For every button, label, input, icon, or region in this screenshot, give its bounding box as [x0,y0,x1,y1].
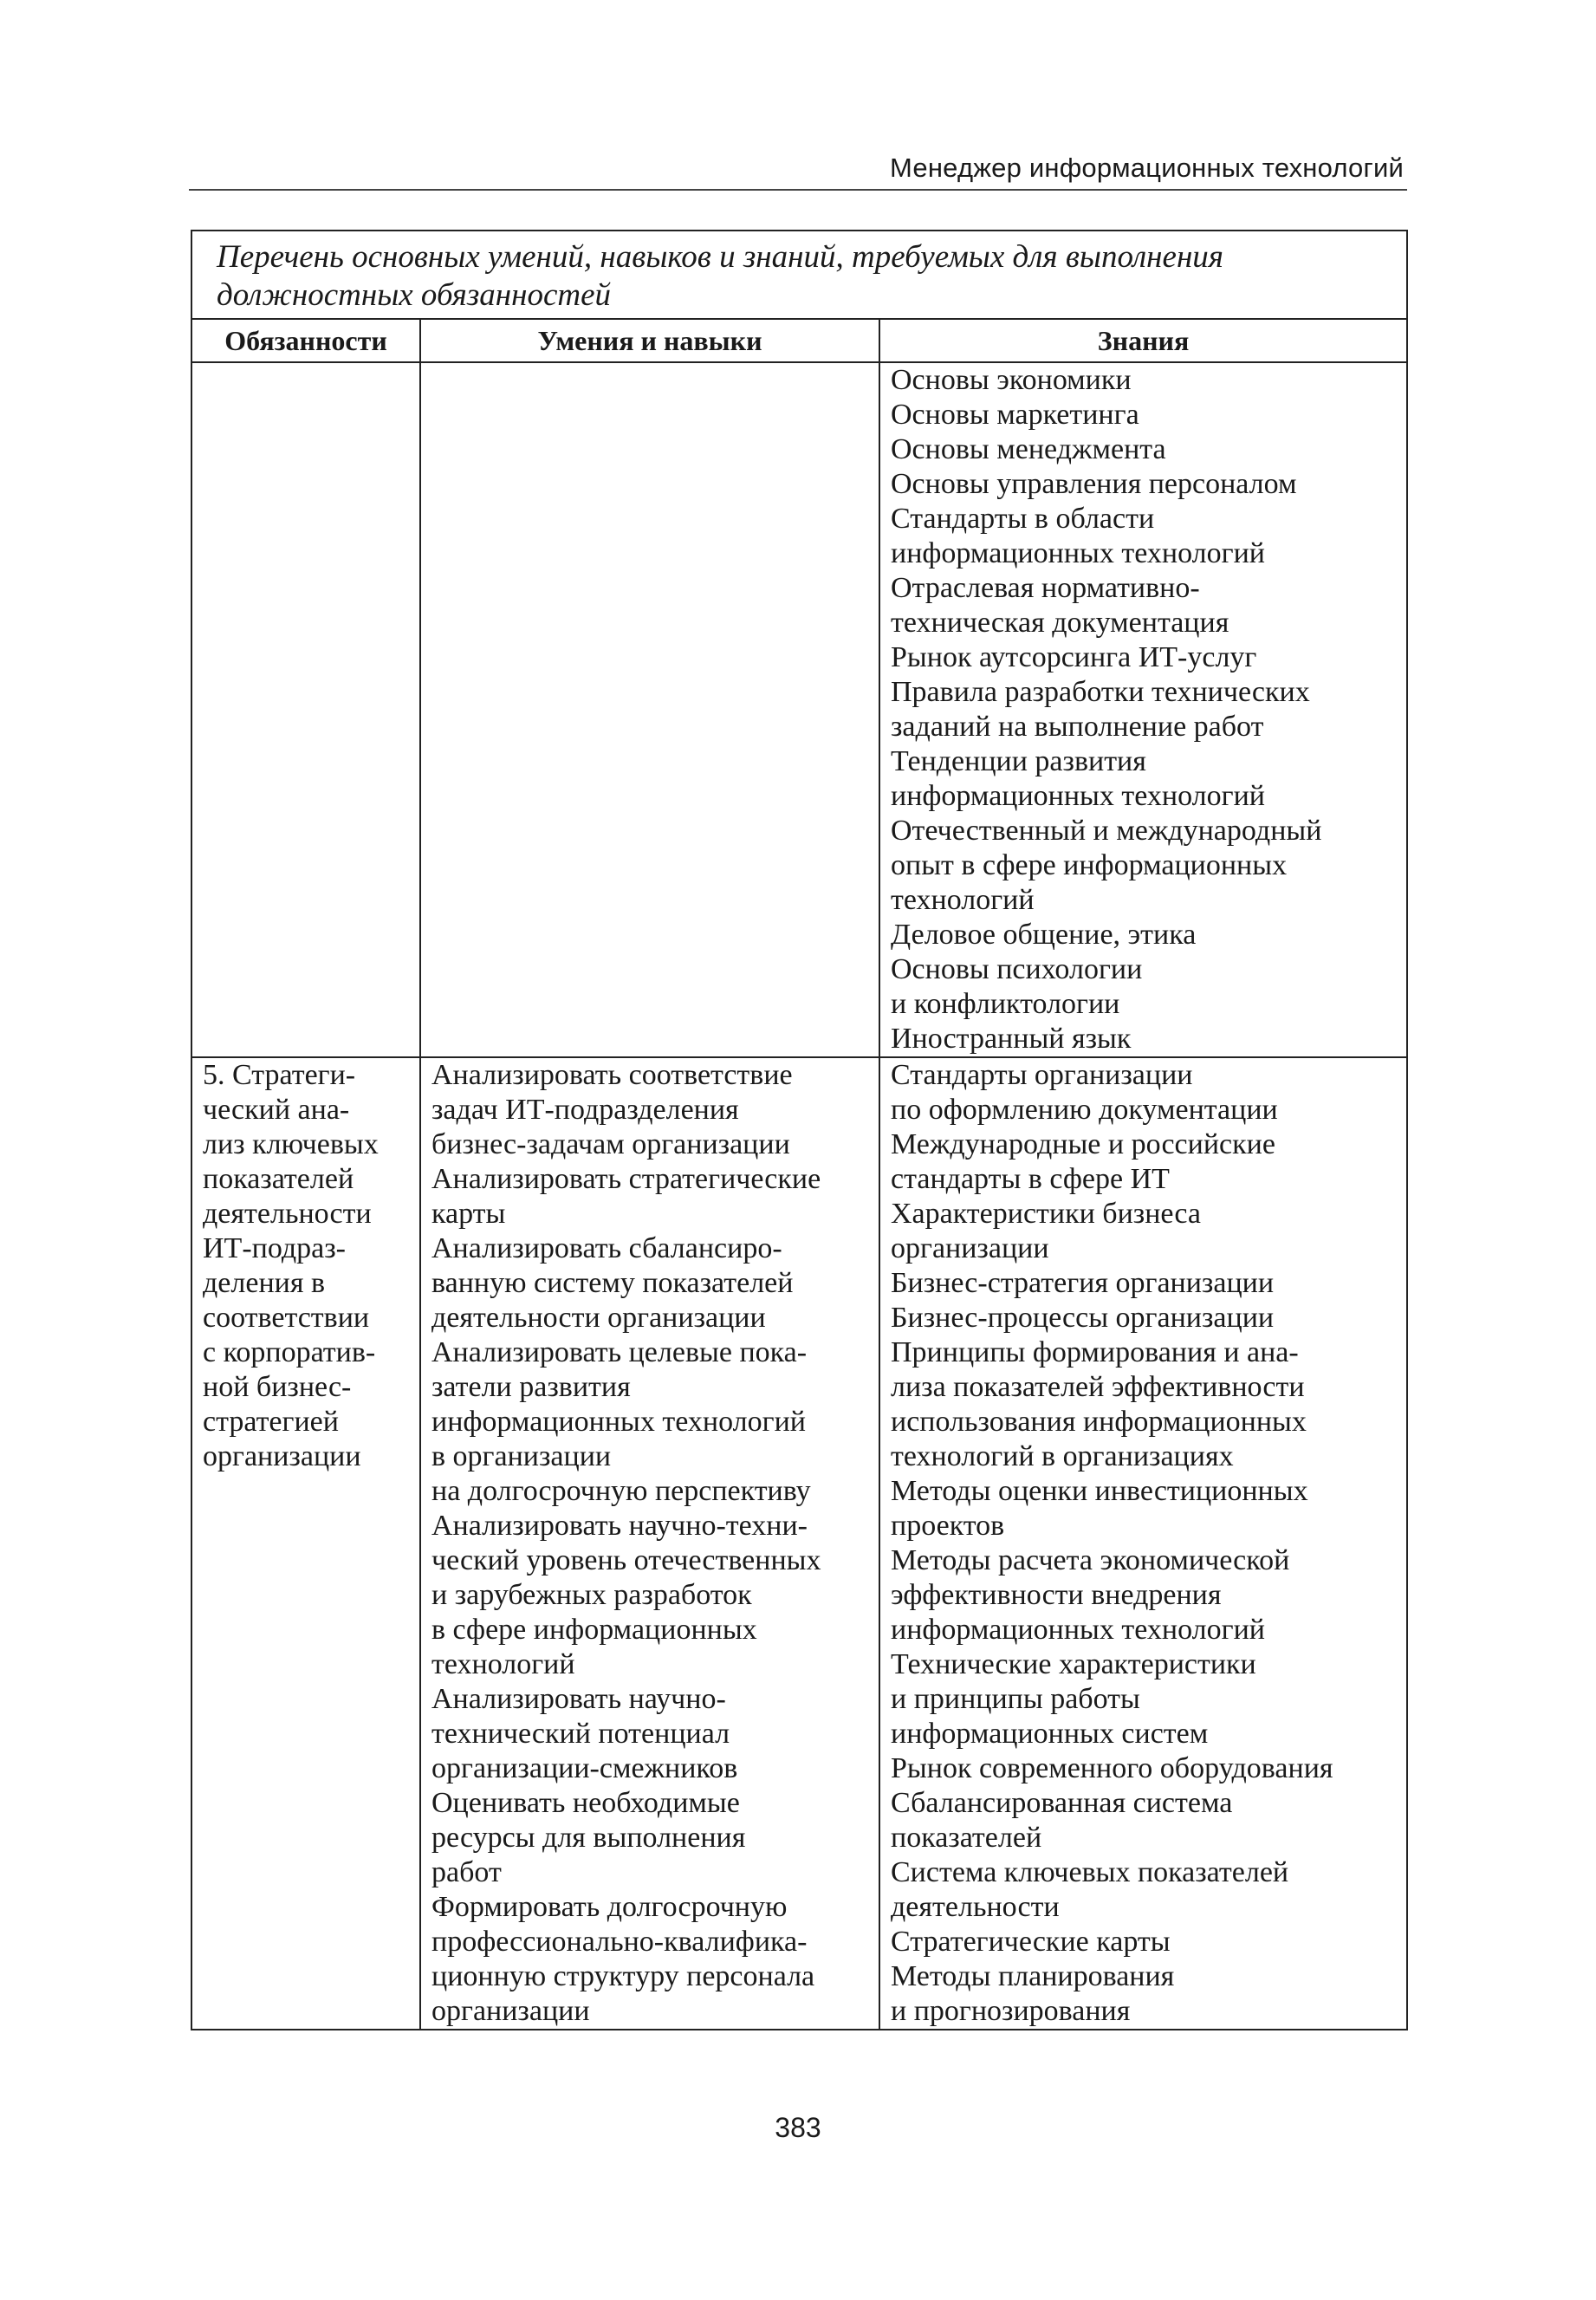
knowledge-line: и конфликтологии [891,988,1120,1020]
skills-line: технологий [431,1648,575,1680]
skills-line: деятельности организации [431,1302,766,1334]
knowledge-line: Методы планирования [891,1960,1175,1992]
duty-line: показателей [203,1163,354,1195]
knowledge-line: Стандарты в области [891,503,1155,535]
skills-line: бизнес-задачам организации [431,1128,790,1160]
skills-line: ресурсы для выполнения [431,1822,746,1854]
knowledge-line: Основы управления персоналом [891,468,1297,500]
duty-line: деятельности [203,1198,372,1230]
knowledge-line: информационных технологий [891,537,1265,569]
knowledge-line: и принципы работы [891,1683,1140,1715]
duty-cell [191,362,420,1057]
skills-line: затели развития [431,1371,631,1403]
skills-line: технический потенциал [431,1718,730,1750]
page-number: 383 [775,2112,821,2143]
knowledge-line: опыт в сфере информационных [891,849,1288,881]
skills-line: ческий уровень отечественных [431,1544,821,1576]
duty-line: ческий ана- [203,1094,350,1126]
duty-line: ИТ-подраз- [203,1232,347,1264]
table-row [191,1057,1407,2030]
skills-line: Анализировать целевые пока- [431,1336,808,1368]
competency-table [191,230,1408,2030]
skills-line: в организации [431,1440,612,1472]
knowledge-line: Стратегические карты [891,1926,1171,1958]
knowledge-line: Отраслевая нормативно- [891,572,1200,604]
knowledge-line: Основы психологии [891,953,1143,985]
knowledge-line: Бизнес-стратегия организации [891,1267,1275,1299]
knowledge-line: Международные и российские [891,1128,1275,1160]
skills-line: в сфере информационных [431,1614,757,1646]
table-caption: Перечень основных умений, навыков и знаний, требуемых для выполнения должностных обязанностей [191,231,1407,319]
knowledge-line: Методы оценки инвестиционных [891,1475,1308,1507]
knowledge-line: технологий в организациях [891,1440,1234,1472]
column-header-row [191,319,1407,362]
knowledge-line: по оформлению документации [891,1094,1278,1126]
knowledge-line: информационных систем [891,1718,1209,1750]
skills-line: задач ИТ-подразделения [431,1094,739,1126]
knowledge-line: стандарты в сфере ИТ [891,1163,1170,1195]
column-header-skills: Умения и навыки [420,319,879,362]
skills-line: карты [431,1198,506,1230]
knowledge-line: деятельности [891,1891,1060,1923]
knowledge-line: Тенденции развития [891,745,1146,777]
duty-line: 5. Стратеги- [203,1059,356,1091]
skills-line: Анализировать сбалансиро- [431,1232,782,1264]
knowledge-line: использования информационных [891,1406,1307,1438]
knowledge-line: Деловое общение, этика [891,919,1197,951]
table-row [191,362,1407,1057]
knowledge-line: Технические характеристики [891,1648,1256,1680]
caption-row [191,231,1407,319]
skills-line: организации [431,1995,590,2027]
running-title: Менеджер информационных технологий [890,153,1404,183]
knowledge-line: Система ключевых показателей [891,1856,1289,1888]
skills-line: Оценивать необходимые [431,1787,740,1819]
knowledge-line: техническая документация [891,607,1229,639]
duty-line: деления в [203,1267,326,1299]
skills-line: ционную структуру персонала [431,1960,815,1992]
knowledge-line: лиза показателей эффективности [891,1371,1305,1403]
skills-cell [420,362,879,1057]
knowledge-cell [879,1057,1407,2030]
duty-cell [191,1057,420,2030]
skills-line: и зарубежных разработок [431,1579,752,1611]
knowledge-line: организации [891,1232,1049,1264]
knowledge-line: Стандарты организации [891,1059,1193,1091]
duty-line: организации [203,1440,361,1472]
skills-line: Анализировать стратегические [431,1163,821,1195]
skills-line: Анализировать соответствие [431,1059,793,1091]
knowledge-line: Рынок аутсорсинга ИТ-услуг [891,641,1257,673]
duty-line: ной бизнес- [203,1371,352,1403]
knowledge-line: Основы менеджмента [891,433,1166,465]
knowledge-line: Рынок современного оборудования [891,1752,1333,1784]
skills-line: Формировать долгосрочную [431,1891,788,1923]
column-header-knowledge: Знания [879,319,1407,362]
knowledge-line: заданий на выполнение работ [891,711,1264,743]
header-rule [189,189,1407,191]
knowledge-line: Характеристики бизнеса [891,1198,1201,1230]
knowledge-line: Основы маркетинга [891,399,1139,431]
knowledge-line: информационных технологий [891,1614,1265,1646]
duty-line: стратегией [203,1406,339,1438]
duty-line: соответствии [203,1302,370,1334]
knowledge-line: Принципы формирования и ана- [891,1336,1299,1368]
skills-line: ванную систему показателей [431,1267,794,1299]
knowledge-line: информационных технологий [891,780,1265,812]
duty-line: лиз ключевых [203,1128,379,1160]
knowledge-line: технологий [891,884,1035,916]
knowledge-line: Основы экономики [891,364,1132,396]
skills-line: работ [431,1856,502,1888]
knowledge-line: Методы расчета экономической [891,1544,1290,1576]
column-header-duties: Обязанности [191,319,420,362]
knowledge-line: проектов [891,1510,1005,1542]
knowledge-line: эффективности внедрения [891,1579,1222,1611]
knowledge-line: показателей [891,1822,1042,1854]
knowledge-line: Сбалансированная система [891,1787,1233,1819]
duty-line: с корпоратив- [203,1336,376,1368]
knowledge-cell [879,362,1407,1057]
skills-line: Анализировать научно- [431,1683,726,1715]
knowledge-line: Бизнес-процессы организации [891,1302,1275,1334]
knowledge-line: Отечественный и международный [891,815,1322,847]
knowledge-line: Иностранный язык [891,1023,1132,1055]
knowledge-line: Правила разработки технических [891,676,1310,708]
skills-line: информационных технологий [431,1406,806,1438]
skills-cell [420,1057,879,2030]
skills-line: Анализировать научно-техни- [431,1510,808,1542]
skills-line: профессионально-квалифика- [431,1926,808,1958]
skills-line: организации-смежников [431,1752,738,1784]
skills-line: на долгосрочную перспективу [431,1475,811,1507]
knowledge-line: и прогнозирования [891,1995,1131,2027]
